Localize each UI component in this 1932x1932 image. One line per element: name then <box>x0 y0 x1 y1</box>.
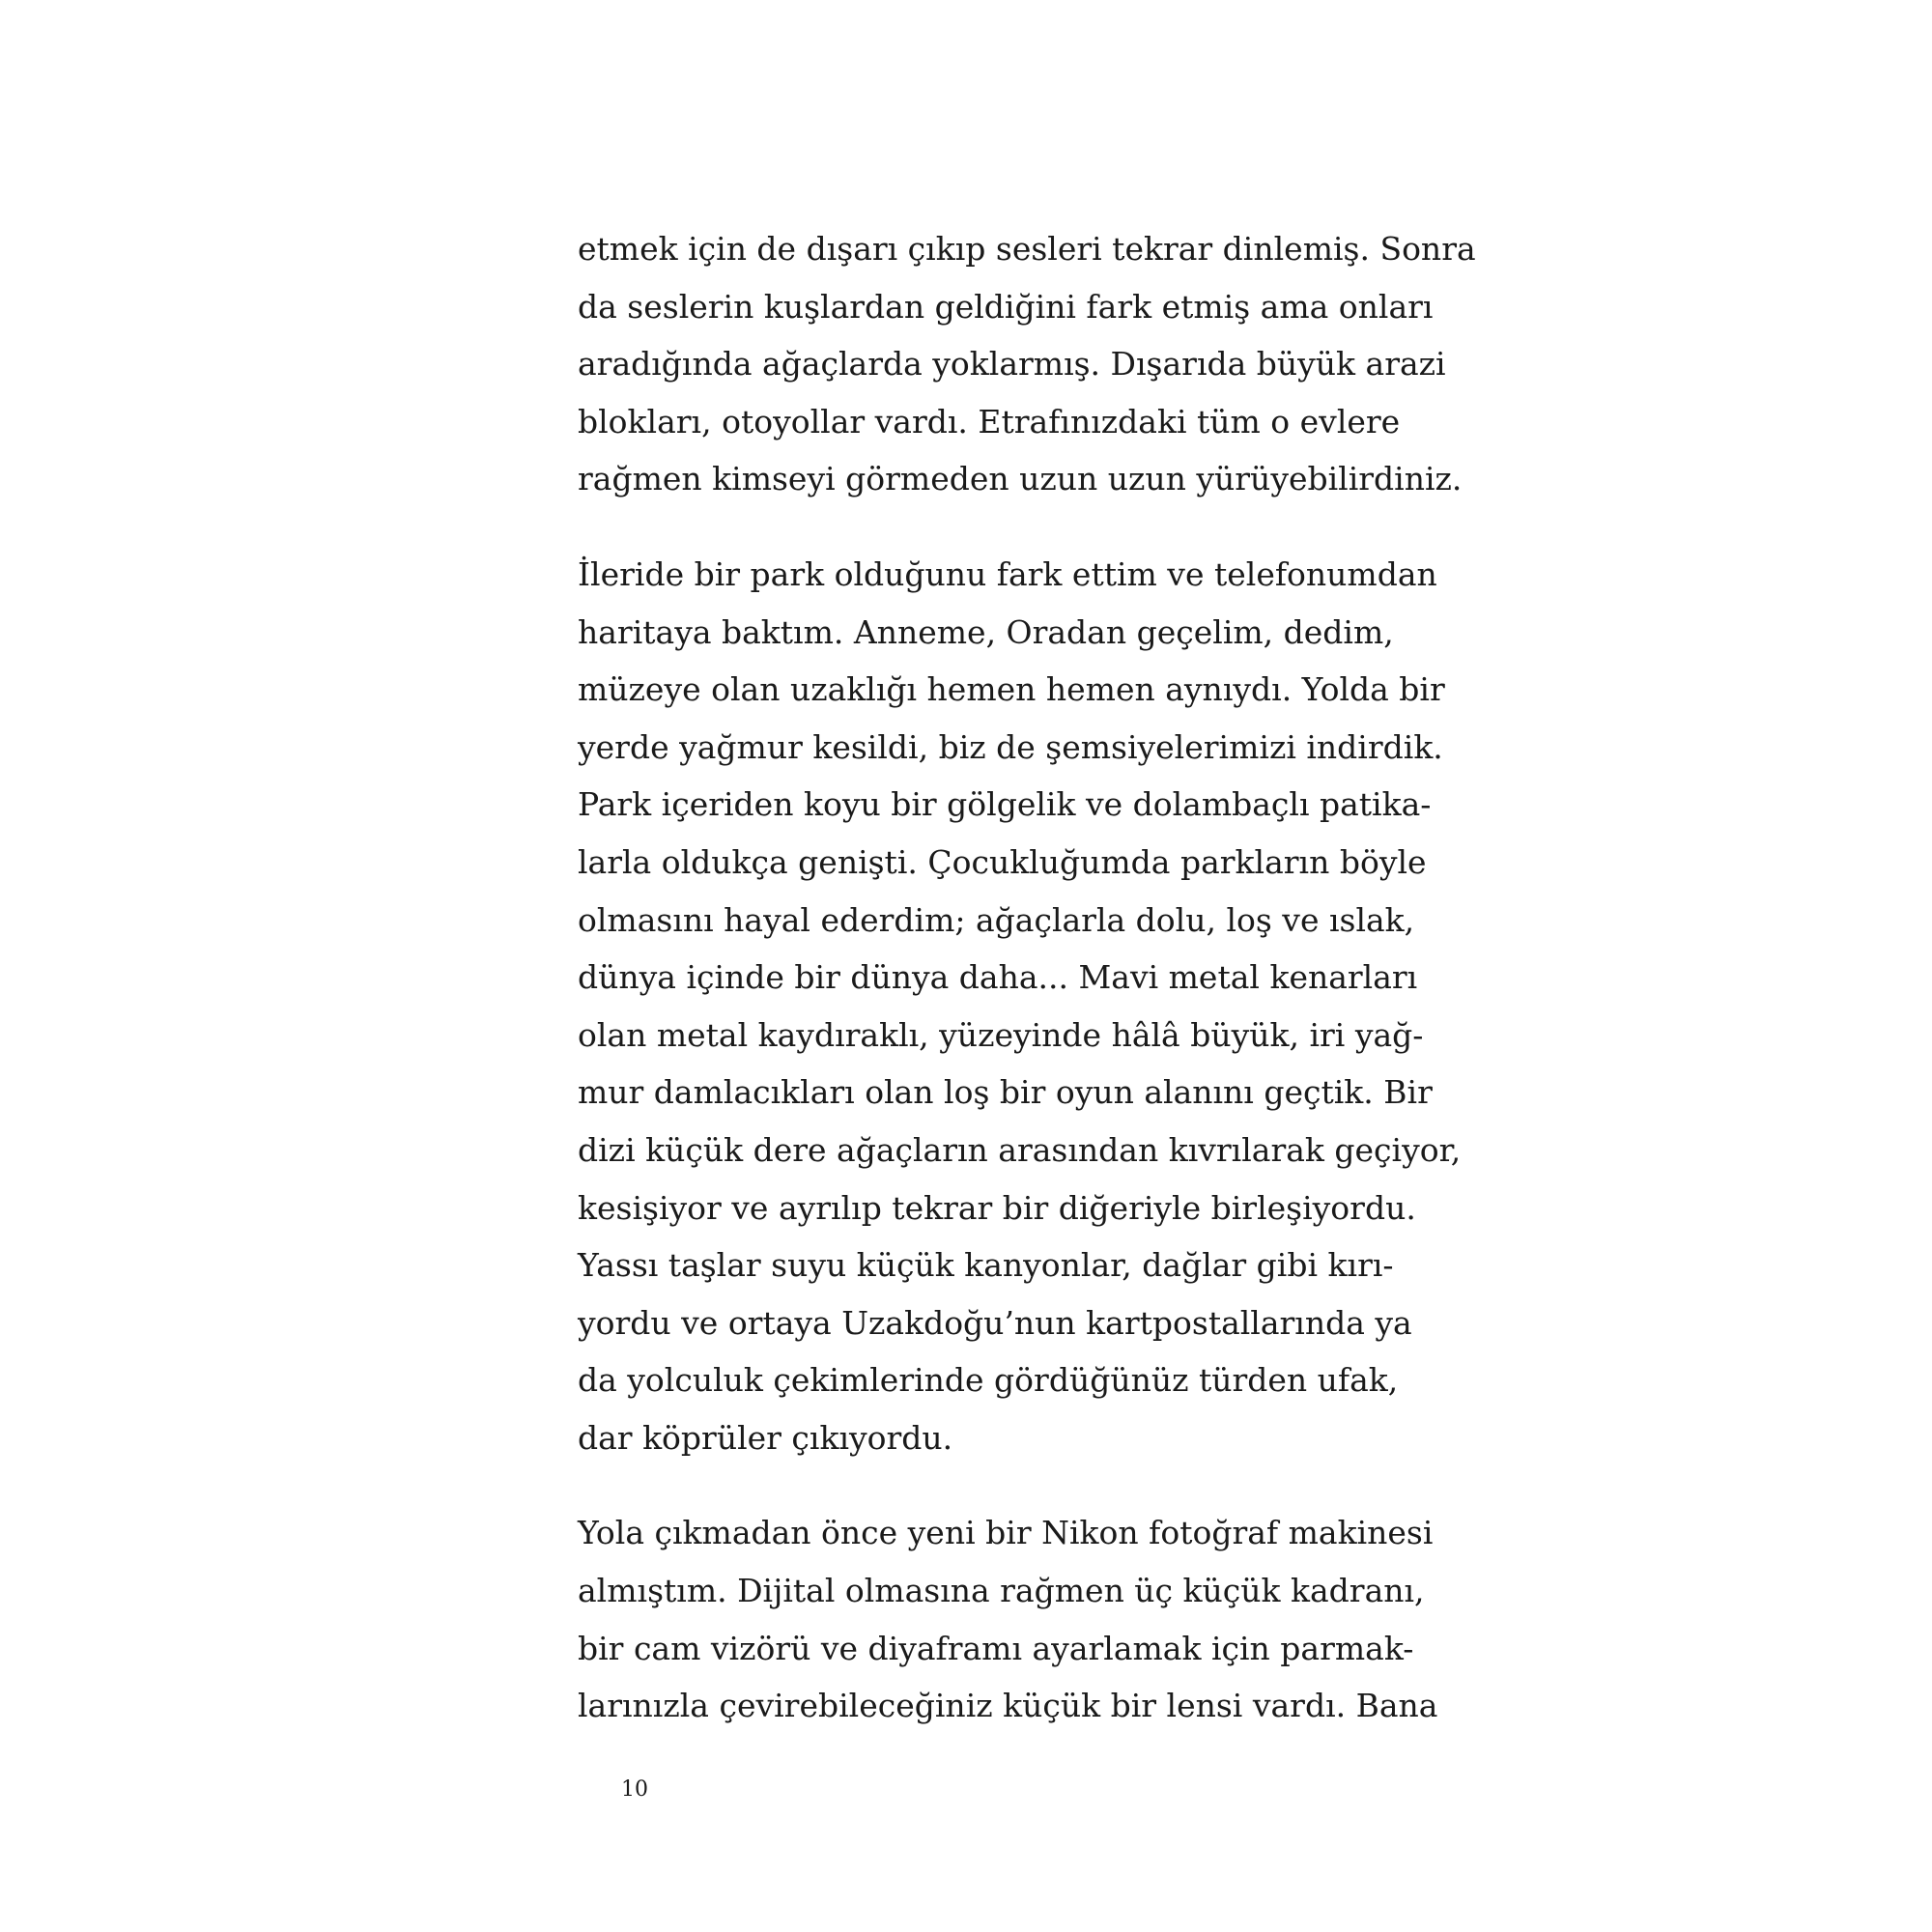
text-line: etmek için de dışarı çıkıp sesleri tekrar dinlemiş. Sonra <box>578 230 1476 268</box>
text-line: dar köprüler çıkıyordu. <box>578 1418 953 1457</box>
text-line: müzeye olan uzaklığı hemen hemen aynıydı. Yolda bir <box>578 670 1445 709</box>
text-line: rağmen kimseyi görmeden uzun uzun yürüyebilirdiniz. <box>578 460 1463 498</box>
text-line: olan metal kaydıraklı, yüzeyinde hâlâ büyük, iri yağ- <box>578 1015 1424 1054</box>
page-number: 10 <box>621 1777 648 1802</box>
text-line: olmasını hayal ederdim; ağaçlarla dolu, loş ve ıslak, <box>578 900 1415 939</box>
text-line: da seslerin kuşlardan geldiğini fark etmiş ama onları <box>578 287 1434 326</box>
text-line: larla oldukça genişti. Çocukluğumda parkların böyle <box>578 842 1427 881</box>
text-line: kesişiyor ve ayrılıp tekrar bir diğeriyle birleşiyordu. <box>578 1188 1416 1227</box>
body-text <box>578 220 1476 1735</box>
text-line: Yola çıkmadan önce yeni bir Nikon fotoğraf makinesi <box>578 1514 1434 1552</box>
text-line: dünya içinde bir dünya daha... Mavi metal kenarları <box>578 958 1418 997</box>
text-line: haritaya baktım. Anneme, Oradan geçelim, dedim, <box>578 612 1394 651</box>
text-line: yerde yağmur kesildi, biz de şemsiyelerimizi indirdik. <box>578 727 1443 766</box>
text-line: Park içeriden koyu bir gölgelik ve dolambaçlı patika- <box>578 785 1432 824</box>
text-line: İleride bir park olduğunu fark ettim ve telefonumdan <box>578 554 1437 593</box>
paragraph-2 <box>578 546 1462 1467</box>
paragraph-3 <box>578 1504 1438 1734</box>
text-line: blokları, otoyollar vardı. Etrafınızdaki tüm o evlere <box>578 402 1401 440</box>
text-line: yordu ve ortaya Uzakdoğu’nun kartpostallarında ya <box>578 1303 1412 1342</box>
text-line: larınızla çevirebileceğiniz küçük bir lensi vardı. Bana <box>578 1687 1438 1725</box>
paragraph-1 <box>578 220 1476 508</box>
text-line: aradığında ağaçlarda yoklarmış. Dışarıda büyük arazi <box>578 345 1446 384</box>
text-line: Yassı taşlar suyu küçük kanyonlar, dağlar gibi kırı- <box>578 1246 1394 1285</box>
text-line: mur damlacıkları olan loş bir oyun alanını geçtik. Bir <box>578 1073 1433 1112</box>
text-line: dizi küçük dere ağaçların arasından kıvrılarak geçiyor, <box>578 1130 1462 1169</box>
text-line: bir cam vizörü ve diyaframı ayarlamak için parmak- <box>578 1629 1414 1667</box>
text-line: da yolculuk çekimlerinde gördüğünüz türden ufak, <box>578 1361 1399 1400</box>
text-line: almıştım. Dijital olmasına rağmen üç küçük kadranı, <box>578 1572 1425 1610</box>
